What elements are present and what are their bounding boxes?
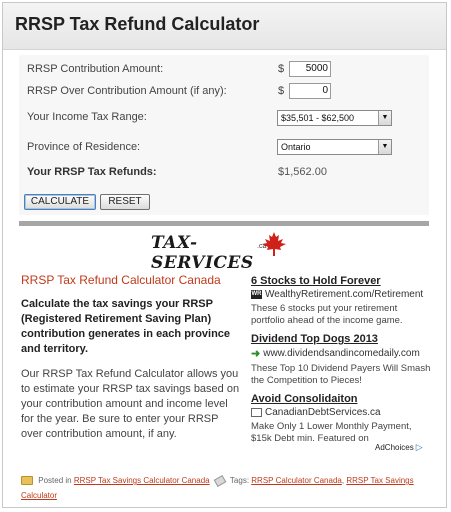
adchoices-link[interactable] [375,442,423,453]
tax-services-logo [151,231,291,273]
reset-button[interactable]: RESET [100,194,150,210]
ad-url[interactable] [251,407,431,418]
province-label: Province of Residence: [27,141,141,153]
folder-icon [21,476,33,485]
calculator-form [19,55,429,215]
ad-url[interactable] [251,289,431,300]
contribution-label: RRSP Contribution Amount: [27,63,164,75]
ad-text: Make Only 1 Lower Monthly Payment, $15k Debt min. Featured on [251,421,412,444]
over-contribution-label: RRSP Over Contribution Amount (if any): [27,85,227,97]
calculate-button[interactable]: CALCULATE [24,194,96,210]
title-bar [3,3,446,50]
tags-label: Tags: [229,476,250,485]
ad-url[interactable] [251,347,431,360]
arrow-right-icon: ➜ [251,348,261,360]
province-select[interactable] [277,139,392,155]
article-lead: Calculate the tax savings your RRSP (Registered Retirement Saving Plan) contribution generates in each province and territory. [21,298,231,355]
section-divider [19,221,429,226]
income-range-select[interactable] [277,110,392,126]
tag-icon [214,475,227,487]
ad-url-text[interactable]: www.dividendsandincomedaily.com [263,348,420,359]
contribution-input[interactable]: 5000 [289,61,331,77]
canadian-debt-icon [251,408,262,417]
ad-url-text[interactable]: WealthyRetirement.com/Retirement [265,289,424,300]
posted-in-label: Posted in [38,476,72,485]
article-body: Our RRSP Tax Refund Calculator allows you to estimate your RRSP tax savings based on your contribution amount and income level for the year. Be sure to enter your RRSP over contribution amount, if any. [21,368,240,440]
over-contribution-currency: $ [278,85,285,97]
ad-title[interactable]: 6 Stocks to Hold Forever [251,275,381,287]
adchoices-icon: ▷ [415,442,423,452]
refund-value: $1,562.00 [278,166,327,178]
dropdown-arrow-icon[interactable]: ▼ [378,140,391,154]
over-contribution-input[interactable]: 0 [289,83,331,99]
page-title: RRSP Tax Refund Calculator [15,14,260,34]
wealthy-retirement-icon: WR [251,291,262,297]
ad-url-text[interactable]: CanadianDebtServices.ca [265,407,381,418]
post-footer [21,473,436,503]
ad-item[interactable] [251,393,431,445]
tag-separator: , [341,476,345,485]
income-range-label: Your Income Tax Range: [27,111,147,123]
adchoices-text[interactable]: AdChoices [375,443,414,452]
maple-leaf-icon [261,231,287,257]
ad-title[interactable]: Dividend Top Dogs 2013 [251,333,378,345]
logo-suffix: .ca [257,243,267,250]
tag-link[interactable]: RRSP Tax Savings Calculator [21,476,414,500]
tag-link[interactable]: RRSP Calculator Canada [251,476,342,485]
ad-item[interactable] [251,275,431,327]
ad-title[interactable]: Avoid Consolidaiton [251,393,358,405]
article [21,273,241,442]
contribution-currency: $ [278,63,285,75]
ad-text: These Top 10 Dividend Payers Will Smash the Competition to Pieces! [251,363,431,386]
logo-text: TAX-SERVICES [151,233,254,273]
income-range-value: $35,501 - $62,500 [281,113,355,123]
ad-text: These 6 stocks put your retirement portfolio ahead of the income game. [251,303,403,326]
article-title: RRSP Tax Refund Calculator Canada [21,273,221,287]
calculator-panel [2,2,447,508]
category-link[interactable]: RRSP Tax Savings Calculator Canada [73,476,210,485]
refund-label: Your RRSP Tax Refunds: [27,166,157,178]
dropdown-arrow-icon[interactable]: ▼ [378,111,391,125]
ad-item[interactable] [251,333,431,387]
province-value: Ontario [281,142,311,152]
ad-block [251,275,431,451]
